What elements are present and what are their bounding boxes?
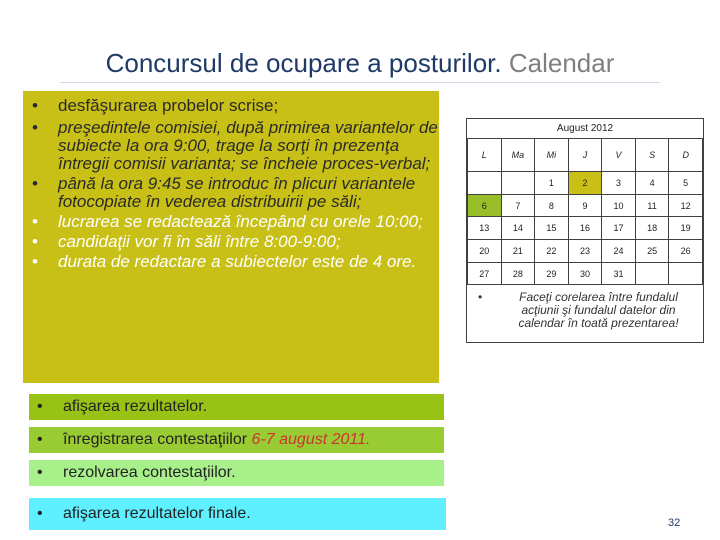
calendar-note-text: Faceţi corelarea între fundalul acţiunii şi fundalul datelor din calendar în toată prezentarea! <box>518 290 679 330</box>
calendar-day: 31 <box>602 262 636 285</box>
calendar-day: 13 <box>468 217 502 240</box>
bullet: • <box>32 212 38 231</box>
list-item <box>23 119 439 173</box>
bullet: • <box>37 431 43 448</box>
bullet: • <box>32 174 38 193</box>
final-results-bar <box>29 498 446 530</box>
calendar-header-row <box>468 139 703 172</box>
calendar-day: 28 <box>501 262 535 285</box>
bullet: • <box>32 232 38 251</box>
calendar-day: 8 <box>535 194 569 217</box>
list-item <box>23 213 439 231</box>
bullet: • <box>32 118 38 137</box>
calendar-day: 7 <box>501 194 535 217</box>
bullet: • <box>32 252 38 271</box>
calendar-day: 19 <box>669 217 703 240</box>
calendar-grid <box>467 138 703 285</box>
list-item <box>23 175 439 211</box>
list-item-text: până la ora 9:45 se introduc în plicuri variantele fotocopiate în vederea distribuirii pe săli; <box>58 174 416 211</box>
day-header: S <box>635 139 669 172</box>
list-item-text: desfăşurarea probelor scrise; <box>58 96 279 115</box>
calendar-day: 20 <box>468 240 502 263</box>
calendar-day: 16 <box>568 217 602 240</box>
day-header: V <box>602 139 636 172</box>
calendar-day: 11 <box>635 194 669 217</box>
day-header: J <box>568 139 602 172</box>
calendar-day: 15 <box>535 217 569 240</box>
list-item-text: durata de redactare a subiectelor este de 4 ore. <box>58 252 417 271</box>
calendar-day: 1 <box>535 172 569 195</box>
bullet: • <box>478 290 483 304</box>
calendar-day: 3 <box>602 172 636 195</box>
slide-title <box>0 48 720 79</box>
calendar-day <box>501 172 535 195</box>
calendar-day: 29 <box>535 262 569 285</box>
bullet: • <box>32 96 38 115</box>
list-item-text: lucrarea se redactează începând cu orele 10:00; <box>58 212 423 231</box>
day-header: Mi <box>535 139 569 172</box>
results-bar <box>29 394 444 420</box>
appeals-registration-text: înregistrarea contestaţiilor <box>63 431 248 448</box>
calendar-day: 21 <box>501 240 535 263</box>
slide-title-sub: Calendar <box>508 48 615 78</box>
slide-title-main: Concursul de ocupare a posturilor. <box>105 48 502 78</box>
calendar-week <box>468 262 703 285</box>
calendar-day: 14 <box>501 217 535 240</box>
calendar-day: 22 <box>535 240 569 263</box>
list-item <box>23 233 439 251</box>
calendar-week <box>468 194 703 217</box>
calendar-day: 18 <box>635 217 669 240</box>
calendar-note <box>478 291 696 330</box>
calendar-day: 25 <box>635 240 669 263</box>
page-number: 32 <box>668 517 681 529</box>
calendar-day: 17 <box>602 217 636 240</box>
written-exam-list <box>23 97 439 271</box>
calendar-day: 10 <box>602 194 636 217</box>
results-text: afişarea rezultatelor. <box>63 398 208 415</box>
calendar-day: 30 <box>568 262 602 285</box>
list-item <box>23 97 439 115</box>
list-item-text: preşedintele comisiei, după primirea variantelor de subiecte la ora 9:00, trage la sorţi în prezenţa întregii comisii varianta; se încheie proces-verbal; <box>58 118 438 173</box>
calendar-day: 2 <box>568 172 602 195</box>
day-header: D <box>669 139 703 172</box>
calendar-week <box>468 172 703 195</box>
written-exam-panel <box>23 91 439 383</box>
calendar-day: 12 <box>669 194 703 217</box>
calendar-week <box>468 240 703 263</box>
calendar-day: 9 <box>568 194 602 217</box>
calendar-day: 4 <box>635 172 669 195</box>
list-item-text: candidaţii vor fi în săli între 8:00-9:00; <box>58 232 341 251</box>
day-header: Ma <box>501 139 535 172</box>
appeals-resolution-text: rezolvarea contestaţiilor. <box>63 464 236 481</box>
bullet: • <box>37 464 43 481</box>
calendar-day: 27 <box>468 262 502 285</box>
appeals-registration-date: 6-7 august 2011. <box>251 431 371 448</box>
calendar-day: 23 <box>568 240 602 263</box>
calendar-day: 6 <box>468 194 502 217</box>
title-divider <box>60 82 660 83</box>
final-results-text: afişarea rezultatelor finale. <box>63 505 251 522</box>
calendar-day: 24 <box>602 240 636 263</box>
day-header: L <box>468 139 502 172</box>
calendar-day: 26 <box>669 240 703 263</box>
bullet: • <box>37 398 43 415</box>
list-item <box>23 253 439 271</box>
calendar-day: 5 <box>669 172 703 195</box>
appeals-resolution-bar <box>29 460 444 486</box>
bullet: • <box>37 505 43 522</box>
calendar-month: August 2012 <box>556 123 614 134</box>
appeals-registration-bar <box>29 427 444 453</box>
calendar-week <box>468 217 703 240</box>
calendar-day <box>468 172 502 195</box>
calendar-day <box>635 262 669 285</box>
calendar-day <box>669 262 703 285</box>
